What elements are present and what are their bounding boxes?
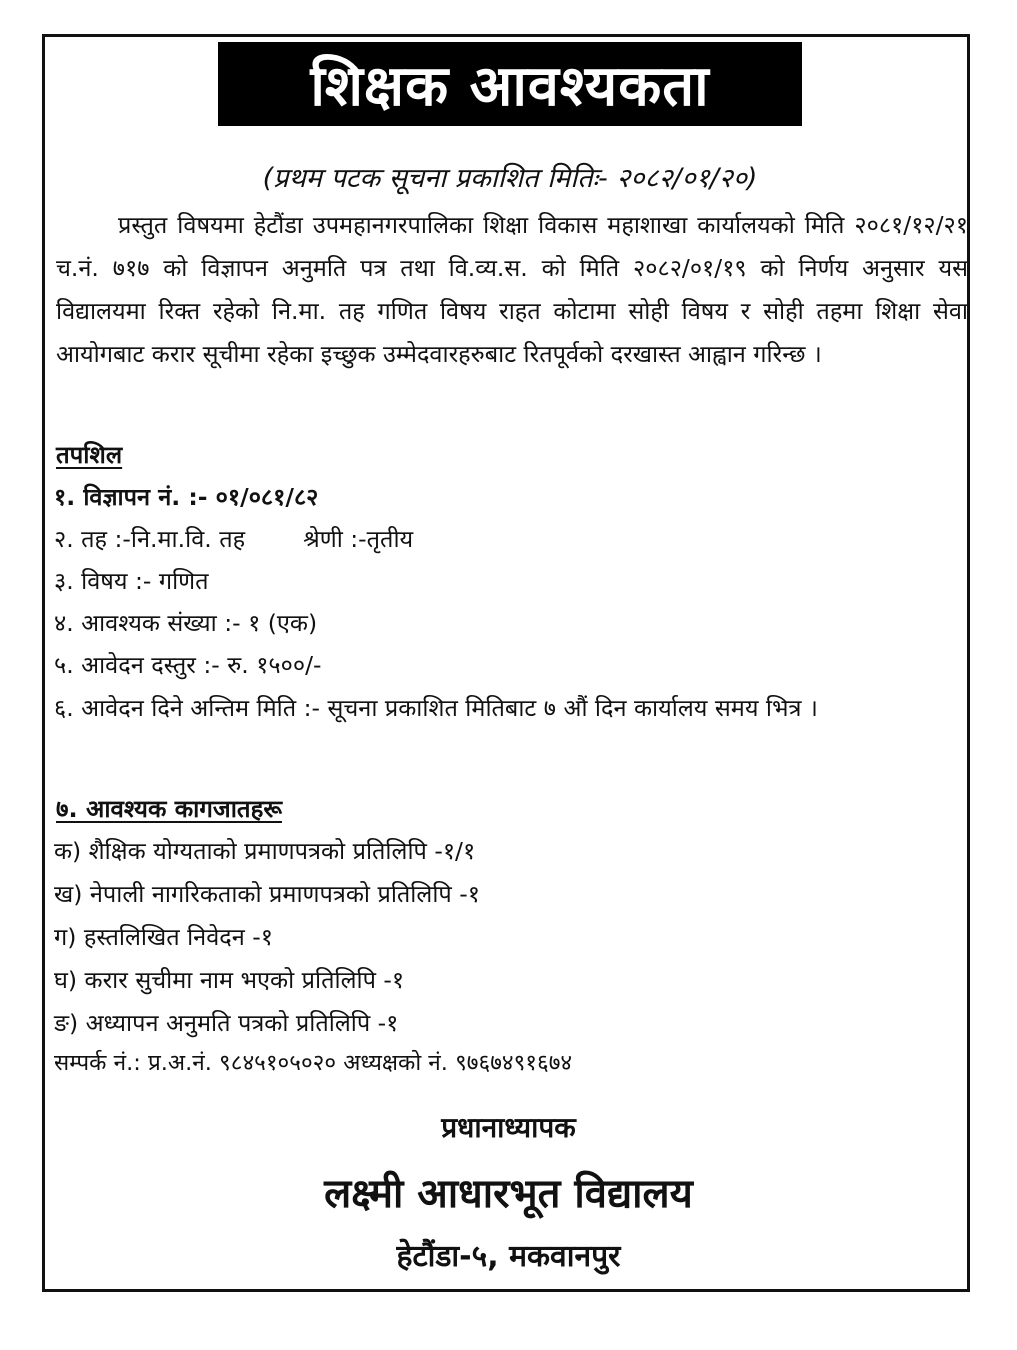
notice-title: शिक्षक आवश्यकता — [218, 42, 802, 126]
documents-heading: ७. आवश्यक कागजातहरू — [56, 795, 282, 823]
details-heading: तपशिल — [56, 441, 123, 469]
principal-label: प्रधानाध्यापक — [441, 1111, 576, 1144]
intro-paragraph: प्रस्तुत विषयमा हेटौंडा उपमहानगरपालिका शिक्षा विकास महाशाखा कार्यालयको मिति २०८१/१२/२१ च.नं. ७१७ को विज्ञापन अनुमति पत्र तथा वि.व्य.स. को मिति २०८२/०१/१९ को निर्णय अनुसार यस विद्यालयमा रिक्त रहेको नि.मा. तह गणित विषय राहत कोटामा सोही विषय र सोही तहमा शिक्षा सेवा आयोगबाट करार सूचीमा रहेका इच्छुक उम्मेदवारहरुबाट रितपूर्वको दरखास्त आह्वान गरिन्छ । — [56, 211, 968, 368]
advertisement-number: १. विज्ञापन नं. :- ०१/०८१/८२ — [54, 483, 319, 511]
school-name: लक्ष्मी आधारभूत विद्यालय — [324, 1171, 693, 1217]
application-fee-line: ५. आवेदन दस्तुर :- रु. १५००/- — [54, 651, 322, 679]
level-text: २. तह :-नि.मा.वि. तह — [54, 525, 246, 553]
document-item: ख) नेपाली नागरिकताको प्रमाणपत्रको प्रतिलिपि -१ — [54, 880, 480, 908]
document-item: ग) हस्तलिखित निवेदन -१ — [54, 923, 273, 951]
subject-line: ३. विषय :- गणित — [54, 567, 209, 595]
deadline-line: ६. आवेदन दिने अन्तिम मिति :- सूचना प्रकाशित मितिबाट ७ औं दिन कार्यालय समय भित्र । — [54, 694, 818, 722]
grade-text: श्रेणी :-तृतीय — [303, 525, 414, 553]
vacancy-count-line: ४. आवश्यक संख्या :- १ (एक) — [54, 609, 318, 637]
school-address: हेटौंडा-५, मकवानपुर — [396, 1239, 621, 1274]
contact-numbers: सम्पर्क नं.: प्र.अ.नं. ९८४५१०५०२० अध्यक्षको नं. ९७६७४९१६७४ — [54, 1050, 573, 1076]
document-item: क) शैक्षिक योग्यताको प्रमाणपत्रको प्रतिलिपि -१/१ — [54, 837, 476, 865]
level-grade-line — [54, 522, 413, 554]
document-item: घ) करार सुचीमा नाम भएको प्रतिलिपि -१ — [54, 966, 405, 994]
document-item: ङ) अध्यापन अनुमति पत्रको प्रतिलिपि -१ — [54, 1009, 399, 1037]
publication-date-line: (प्रथम पटक सूचना प्रकाशित मितिः- २०८२/०१/२०) — [262, 163, 758, 194]
